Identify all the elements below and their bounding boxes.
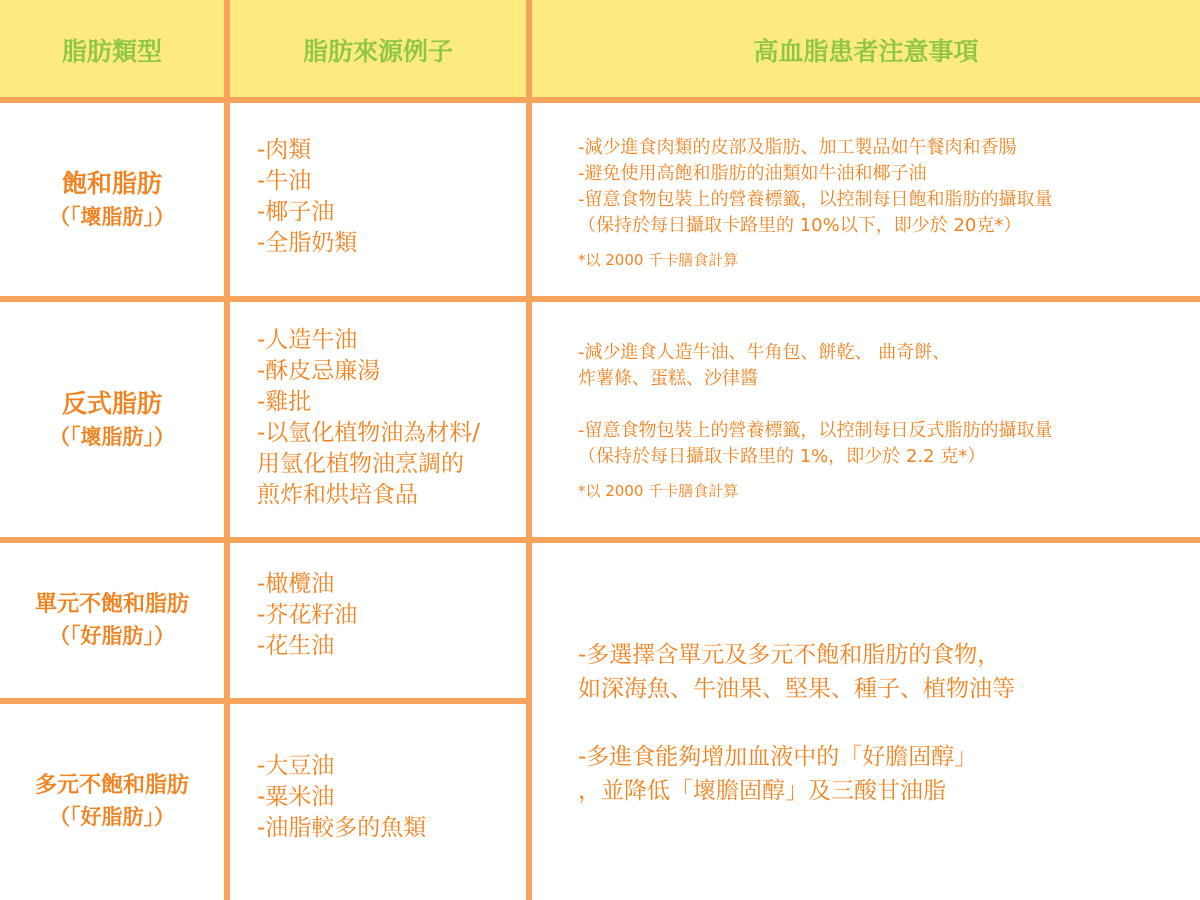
note-line: ，並降低「壞膽固醇」及三酸甘油脂 bbox=[578, 778, 946, 804]
header-fat-sources: 脂肪來源例子 bbox=[302, 37, 453, 66]
fat-type-tag: （「壞脂肪」） bbox=[49, 424, 175, 449]
fat-type-cell bbox=[0, 302, 224, 537]
source-item: -全脂奶類 bbox=[257, 230, 358, 256]
header-fat-type: 脂肪類型 bbox=[61, 37, 162, 66]
source-item: -雞批 bbox=[257, 389, 312, 415]
fat-type-tag: （「壞脂肪」） bbox=[49, 204, 175, 229]
source-item: 煎炸和烘培食品 bbox=[257, 482, 418, 508]
grid-line bbox=[526, 0, 532, 900]
fat-type-name: 多元不飽和脂肪 bbox=[34, 773, 189, 799]
source-item: -人造牛油 bbox=[257, 327, 358, 353]
source-item: -橄欖油 bbox=[257, 571, 335, 597]
source-item: -肉類 bbox=[257, 137, 312, 163]
note-line: -留意食物包裝上的營養標籤，以控制每日飽和脂肪的攝取量 bbox=[578, 189, 1053, 210]
source-item: -大豆油 bbox=[257, 753, 335, 779]
fat-type-name: 單元不飽和脂肪 bbox=[34, 591, 189, 617]
fat-type-cell bbox=[0, 543, 224, 698]
spacer bbox=[578, 392, 1053, 418]
note-line: -減少進食肉類的皮部及脂肪、加工製品如午餐肉和香腸 bbox=[578, 137, 1017, 158]
source-item: -以氫化植物油為材料/ bbox=[257, 420, 481, 446]
source-item: -椰子油 bbox=[257, 199, 335, 225]
source-item: 用氫化植物油烹調的 bbox=[257, 451, 464, 477]
grid-line bbox=[224, 0, 230, 900]
sources-list bbox=[257, 135, 357, 259]
footnote: *以 2000 千卡膳食計算 bbox=[578, 251, 739, 269]
note-line: -減少進食人造牛油、牛角包、餅乾、 曲奇餅、 bbox=[578, 342, 951, 363]
notes-list bbox=[578, 340, 1053, 504]
fat-type-cell bbox=[0, 704, 224, 900]
note-line: （保持於每日攝取卡路里的 1%，即少於 2.2 克*） bbox=[578, 446, 986, 467]
sources-list bbox=[257, 751, 426, 844]
unsaturated-notes bbox=[578, 638, 1015, 808]
note-line: -多選擇含單元及多元不飽和脂肪的食物， bbox=[578, 642, 1001, 668]
note-line: -留意食物包裝上的營養標籤，以控制每日反式脂肪的攝取量 bbox=[578, 420, 1053, 441]
spacer bbox=[578, 706, 1015, 740]
source-item: -牛油 bbox=[257, 168, 312, 194]
note-line: 如深海魚、牛油果、堅果、種子、植物油等 bbox=[578, 676, 1015, 702]
header-notes: 高血脂患者注意事項 bbox=[753, 37, 979, 66]
sources-list bbox=[257, 569, 357, 662]
notes-list bbox=[578, 135, 1053, 273]
note-line: （保持於每日攝取卡路里的 10%以下，即少於 20克*） bbox=[578, 215, 1022, 236]
fat-type-tag: （「好脂肪」） bbox=[49, 805, 175, 830]
fat-type-cell bbox=[0, 103, 224, 296]
footnote: *以 2000 千卡膳食計算 bbox=[578, 482, 739, 500]
note-line: 炸薯條、蛋糕、沙律醬 bbox=[578, 368, 758, 389]
note-line: -避免使用高飽和脂肪的油類如牛油和椰子油 bbox=[578, 163, 927, 184]
source-item: -芥花籽油 bbox=[257, 602, 358, 628]
fat-type-name: 飽和脂肪 bbox=[61, 168, 162, 198]
source-item: -油脂較多的魚類 bbox=[257, 815, 427, 841]
sources-list bbox=[257, 325, 480, 511]
fat-type-name: 反式脂肪 bbox=[61, 388, 162, 418]
source-item: -粟米油 bbox=[257, 784, 335, 810]
source-item: -酥皮忌廉湯 bbox=[257, 358, 381, 384]
note-line: -多進食能夠增加血液中的「好膽固醇」 bbox=[578, 744, 978, 770]
source-item: -花生油 bbox=[257, 633, 335, 659]
fat-type-tag: （「好脂肪」） bbox=[49, 623, 175, 648]
